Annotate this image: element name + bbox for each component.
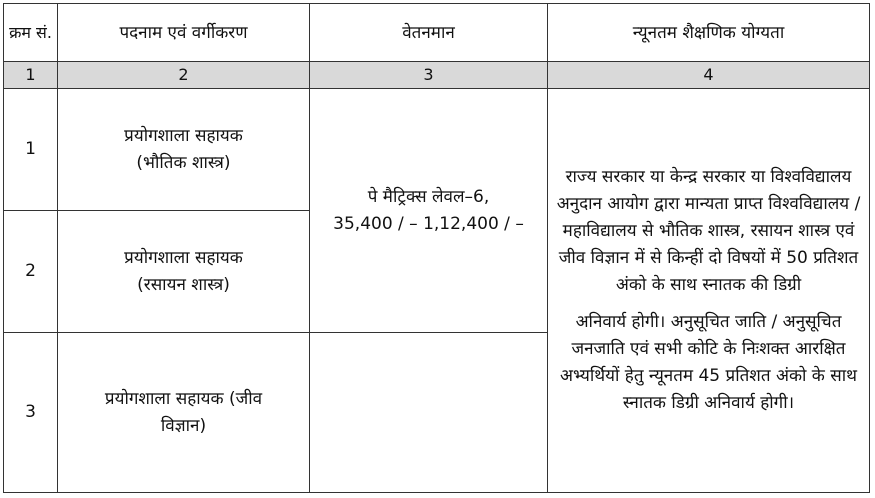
post-line: प्रयोगशाला सहायक bbox=[124, 247, 243, 268]
column-number: 4 bbox=[548, 62, 870, 89]
header-qualification: न्यूनतम शैक्षणिक योग्यता bbox=[548, 4, 870, 62]
post-cell bbox=[58, 333, 310, 493]
header-pay: वेतनमान bbox=[310, 4, 548, 62]
serial-cell: 1 bbox=[4, 89, 58, 211]
qualification-text: राज्य सरकार या केन्द्र सरकार या विश्वविद्यालय अनुदान आयोग द्वारा मान्यता प्राप्त विश्वविद्यालय / महाविद्यालय से भौतिक शास्त्र, रसायन शास्त्र एवं जीव विज्ञान में से किन्हीं दो विषयों में 50 प्रतिशत अंको के साथ स्नातक की डिग्री bbox=[556, 167, 861, 295]
column-number: 2 bbox=[58, 62, 310, 89]
eligibility-table bbox=[3, 3, 870, 493]
header-post: पदनाम एवं वर्गीकरण bbox=[58, 4, 310, 62]
empty-pay-cell bbox=[310, 333, 548, 493]
post-line: प्रयोगशाला सहायक (जीव bbox=[104, 388, 263, 409]
table-row bbox=[4, 89, 870, 211]
serial-cell: 3 bbox=[4, 333, 58, 493]
qualification-cell bbox=[548, 89, 870, 493]
header-row bbox=[4, 4, 870, 62]
post-line: विज्ञान) bbox=[160, 415, 207, 436]
pay-scale-line: पे मैट्रिक्स लेवल–6, bbox=[367, 186, 490, 207]
post-cell bbox=[58, 89, 310, 211]
post-line: (भौतिक शास्त्र) bbox=[136, 152, 231, 173]
post-line: प्रयोगशाला सहायक bbox=[124, 125, 243, 146]
post-line: (रसायन शास्त्र) bbox=[137, 274, 230, 295]
pay-scale-line: 35,400 / – 1,12,400 / – bbox=[333, 213, 524, 234]
column-number-row bbox=[4, 62, 870, 89]
post-cell bbox=[58, 211, 310, 333]
qualification-text: अनिवार्य होगी। अनुसूचित जाति / अनुसूचित जनजाति एवं सभी कोटि के निःशक्त आरक्षित अभ्यर्थियों हेतु न्यूनतम 45 प्रतिशत अंको के साथ स्नातक डिग्री अनिवार्य होगी। bbox=[559, 312, 858, 413]
header-serial: क्रम सं. bbox=[4, 4, 58, 62]
serial-cell: 2 bbox=[4, 211, 58, 333]
column-number: 3 bbox=[310, 62, 548, 89]
pay-scale-cell bbox=[310, 89, 548, 333]
column-number: 1 bbox=[4, 62, 58, 89]
